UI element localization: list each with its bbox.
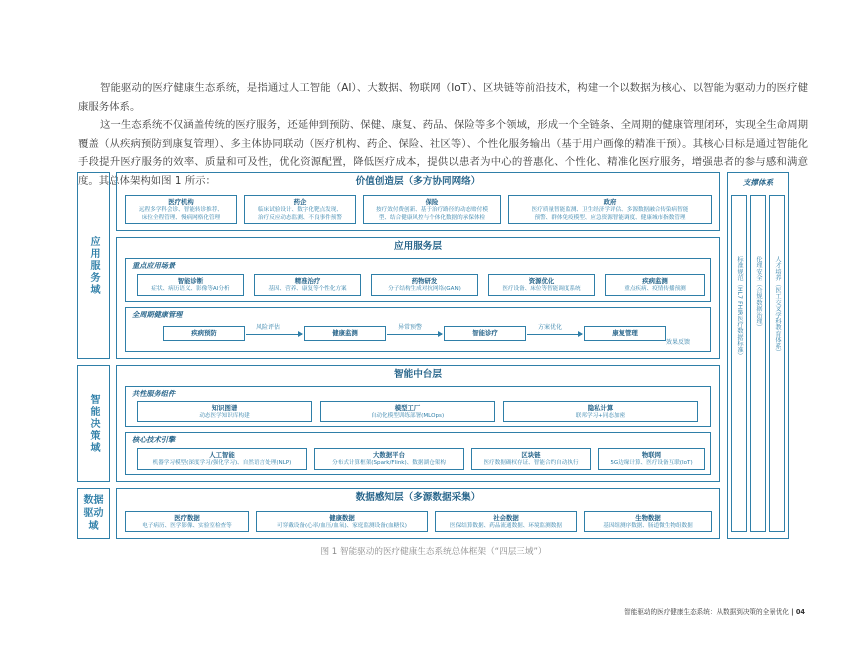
scene-monitoring: 疾病监测 重点疾病、疫情传播预测 <box>605 274 705 296</box>
support-talent: 人才培养（医工交叉学科教育体系） <box>769 195 785 532</box>
scenes-group <box>125 258 711 302</box>
mid-layer <box>116 365 720 482</box>
data-layer-title: 数据感知层（多源数据采集） <box>355 492 481 503</box>
scene-drug-rd: 药物研发 分子结构生成对抗网络(GAN) <box>371 274 478 296</box>
value-box-government: 政府 医疗质量智能监测、卫生经济学评估、多源数据融合传染病智能 预警、群体免疫模型、应急资源智能调度、健康城市指数管理 <box>508 195 712 224</box>
footer-text: 智能驱动的医疗健康生态系统：从数据到决策的全景优化 <box>624 608 789 616</box>
arrow-3 <box>527 334 582 335</box>
common-model-factory: 模型工厂 自动化模型训练部署(MLOps) <box>320 401 495 422</box>
lifecycle-label: 全周期健康管理 <box>132 310 183 319</box>
data-box-bio: 生物数据 基因组测序数据、肠道微生物组数据 <box>584 511 712 532</box>
lifecycle-group <box>125 307 711 352</box>
engine-blockchain: 区块链 医疗数据确权存证、智能合约自动执行 <box>471 448 591 470</box>
arrow-label-alert: 异常预警 <box>398 324 423 331</box>
value-box-pharma: 药企 临床试验设计、数字化靶点发现、 治疗反应动态监测、不良事件预警 <box>244 195 356 224</box>
engine-iot: 物联网 5G边缘计算、医疗设备互联(IoT) <box>598 448 705 470</box>
step-rehab: 康复管理 <box>584 326 666 341</box>
engine-group <box>125 432 711 475</box>
domain-data: 数据驱动域 <box>77 488 110 539</box>
data-box-social: 社会数据 医保结算数据、药品流通数据、环境监测数据 <box>435 511 577 532</box>
figure-caption: 图 1 智能驱动的医疗健康生态系统总体框架（“四层三域”） <box>320 547 547 557</box>
value-layer <box>116 172 720 231</box>
app-layer <box>116 237 720 359</box>
common-kg: 知识图谱 动态医学知识库构建 <box>137 401 312 422</box>
arrow-label-risk: 风险评估 <box>256 324 281 331</box>
arrow-label-optimize: 方案优化 <box>538 324 563 331</box>
value-layer-title: 价值创造层（多方协同网络） <box>355 176 481 187</box>
arrow-2 <box>387 334 442 335</box>
support-ethics: 伦理安全（合规数据治理） <box>750 195 766 532</box>
value-box-insurance: 保险 按疗效付费创新、基于治疗路径的动态赔付模 型、结合健康风控与个体化数据的承保体检 <box>363 195 501 224</box>
data-box-health: 健康数据 可穿戴设备(心率/血压/血氧)、家庭监测设备(血糖仪) <box>256 511 428 532</box>
step-prevention: 疾病预防 <box>163 326 245 341</box>
step-diagnosis: 智能诊疗 <box>444 326 526 341</box>
app-layer-title: 应用服务层 <box>394 241 442 252</box>
intro-paragraph-2: 这一生态系统不仅涵盖传统的医疗服务，还延伸到预防、保健、康复、药品、保险等多个领域，形成一个全链条、全周期的健康管理闭环，实现全生命周期覆盖（从疾病预防到康复管理）、多主体协同联动（医疗机构、药企、保险、社区等）、个性化服务输出（基于用户画像的精准干预）。其核心目标是通过智能化手段提升医疗服务的效率、质量和可及性，优化资源配置，降低医疗成本，提供以患者为中心的普惠化、个性化、精准化医疗服务，增强患者的参与感和满意度。其总体架构如图 1 所示： <box>78 119 808 187</box>
intro-paragraph-1: 智能驱动的医疗健康生态系统，是指通过人工智能（AI）、大数据、物联网（IoT）、区块链等前沿技术，构建一个以数据为核心、以智能为驱动力的医疗健康服务体系。 <box>78 82 808 113</box>
mid-layer-title: 智能中台层 <box>394 369 442 380</box>
common-group <box>125 386 711 427</box>
engine-ai: 人工智能 机器学习模型(深度学习/强化学习)、自然语言处理(NLP) <box>137 448 307 470</box>
step-monitoring: 健康监测 <box>304 326 386 341</box>
data-layer <box>116 488 720 539</box>
arrow-1 <box>246 334 302 335</box>
feedback-label: 效果反馈 <box>666 339 691 346</box>
value-box-hospital: 医疗机构 远程多学科会诊、智能转诊推荐、 床位全程管理、慢病网格化管理 <box>125 195 237 224</box>
support-standards: 标准规范（HL7 FHIR医疗数据标准） <box>731 195 747 532</box>
common-label: 共性服务组件 <box>132 389 176 398</box>
common-privacy: 隐私计算 联邦学习+同态加密 <box>503 401 698 422</box>
page-footer: 智能驱动的医疗健康生态系统：从数据到决策的全景优化 | 04 <box>624 608 805 616</box>
scenes-label: 重点应用场景 <box>132 261 176 270</box>
support-title: 支撑体系 <box>742 178 774 187</box>
domain-decision: 智能决策域 <box>77 365 110 482</box>
data-box-medical: 医疗数据 电子病历、医学影像、实验室检查等 <box>125 511 249 532</box>
scene-treatment: 精准治疗 基因、营养、康复等个性化方案 <box>254 274 361 296</box>
scene-resource: 资源优化 医疗设备、床位等智能调度系统 <box>488 274 595 296</box>
engine-label: 核心技术引擎 <box>132 435 176 444</box>
scene-diagnosis: 智能诊断 症状、病历语义、影像等AI分析 <box>137 274 244 296</box>
engine-bigdata: 大数据平台 分布式计算框架(Spark/Flink)、数据湖仓架构 <box>314 448 464 470</box>
domain-app: 应用服务域 <box>77 172 110 359</box>
support-system <box>727 172 789 539</box>
page-number: 04 <box>795 608 805 616</box>
